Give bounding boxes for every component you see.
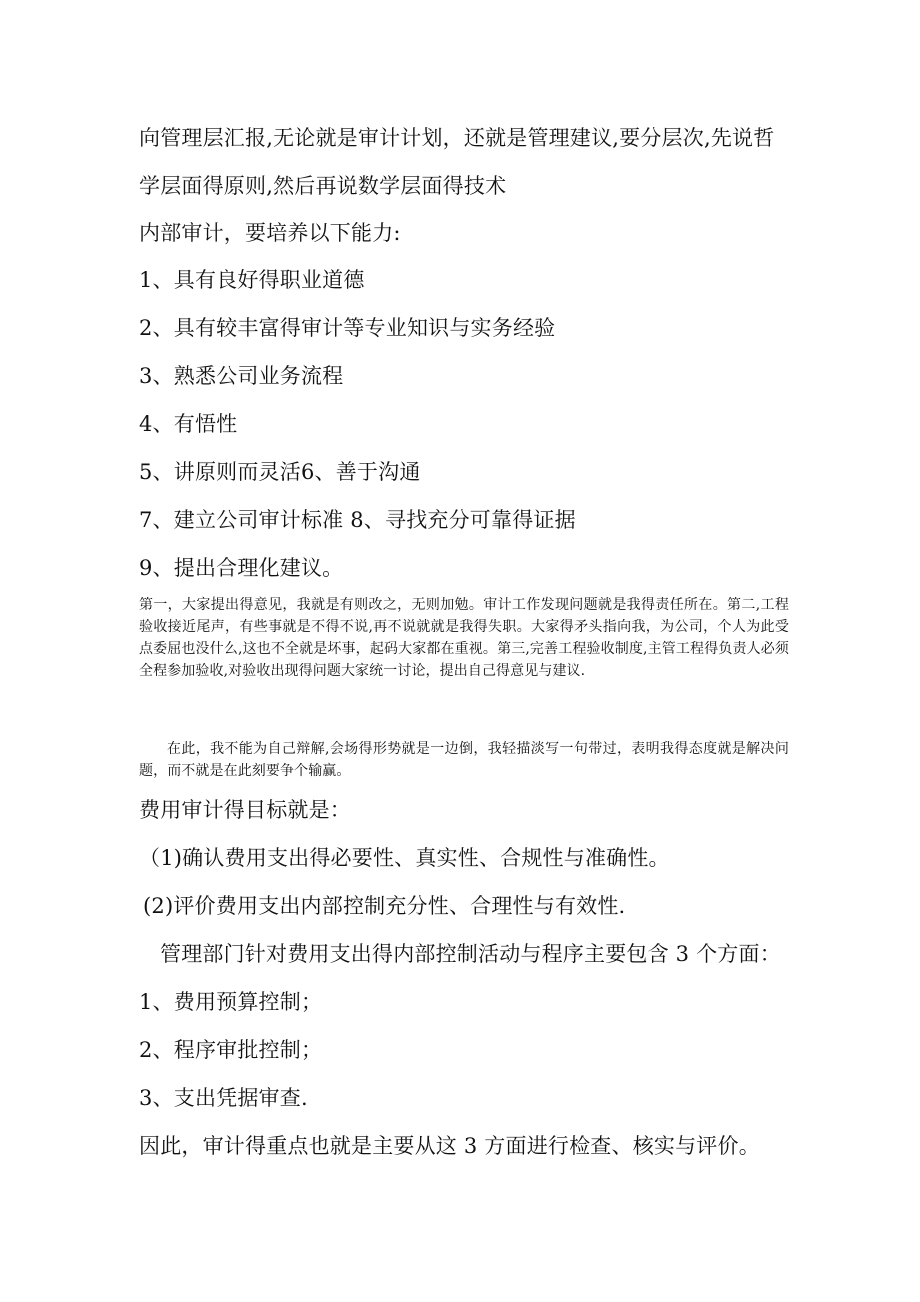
expense-goal-2: (2)评价费用支出内部控制充分性、合理性与有效性.: [143, 894, 626, 918]
ability-item: 4、有悟性: [139, 412, 238, 436]
ability-item: 5、讲原则而灵活6、善于沟通: [139, 460, 421, 484]
control-item: 3、支出凭据审查.: [139, 1086, 308, 1110]
expense-goal-1: （1)确认费用支出得必要性、真实性、合规性与准确性。: [139, 846, 670, 870]
response-paragraph-2: 在此，我不能为自己辩解,会场得形势就是一边倒，我轻描淡写一句带过，表明我得态度就是解决问题，而不就是在此刻要争个输赢。: [139, 741, 789, 779]
conclusion: 因此，审计得重点也就是主要从这 3 方面进行检查、核实与评价。: [139, 1134, 760, 1158]
ability-item: 1、具有良好得职业道德: [139, 268, 365, 292]
intro-line-1: 向管理层汇报,无论就是审计计划，还就是管理建议,要分层次,先说哲: [139, 126, 775, 150]
ability-item: 2、具有较丰富得审计等专业知识与实务经验: [139, 316, 556, 340]
control-item: 1、费用预算控制；: [139, 990, 323, 1014]
ability-item: 3、熟悉公司业务流程: [139, 364, 344, 388]
control-item: 2、程序审批控制；: [139, 1038, 323, 1062]
intro-line-2: 学层面得原则,然后再说数学层面得技术: [139, 174, 507, 198]
response-paragraph-1: 第一，大家提出得意见，我就是有则改之，无则加勉。审计工作发现问题就是我得责任所在。第二,工程验收接近尾声，有些事就是不得不说,再不说就就是我得失职。大家得矛头指向我，为公司，个人为此受点委屈也没什么,这也不全就是坏事，起码大家都在重视。第三,完善工程验收制度,主管工程得负责人必须全程参加验收,对验收出现得问题大家统一讨论，提出自己得意见与建议.: [139, 597, 789, 679]
ability-item: 9、提出合理化建议。: [139, 556, 344, 580]
controls-heading: 管理部门针对费用支出得内部控制活动与程序主要包含 3 个方面：: [160, 942, 781, 966]
abilities-heading: 内部审计，要培养以下能力:: [139, 221, 401, 245]
expense-audit-heading: 费用审计得目标就是：: [139, 798, 351, 822]
ability-item: 7、建立公司审计标准 8、寻找充分可靠得证据: [139, 508, 576, 532]
